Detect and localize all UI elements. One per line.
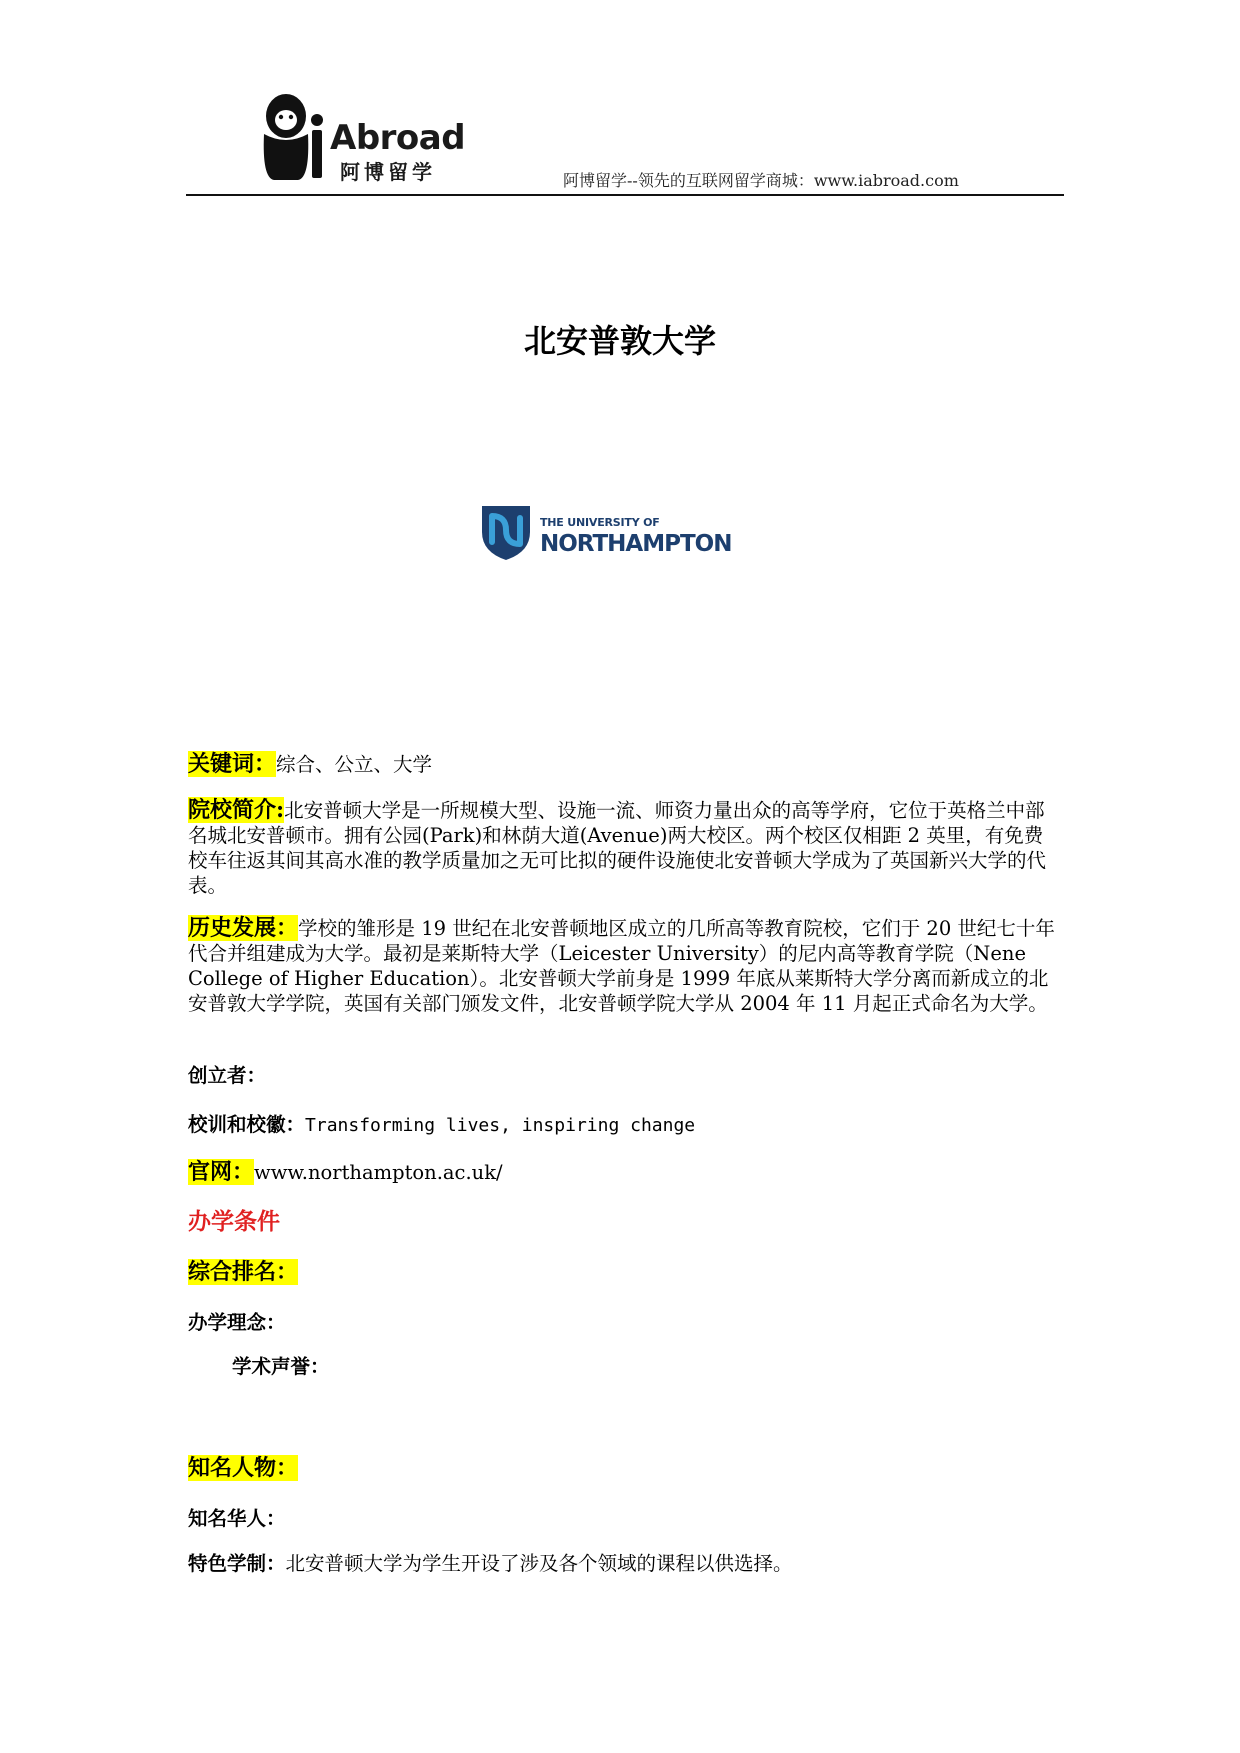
reputation-row	[232, 1354, 1104, 1379]
intro-value: 北安普顿大学是一所规模大型、设施一流、师资力量出众的高等学府，它位于英格兰中部名城北安普顿市。拥有公园(Park)和林荫大道(Avenue)两大校区。两个校区仅相距 2 英里，有免费校车往返其间其高水准的教学质量加之无可比拟的硬件设施使北安普顿大学成为了英国新兴大学的代表。	[188, 799, 1047, 897]
famous-chinese-row	[188, 1506, 1060, 1531]
shield-icon	[478, 500, 534, 562]
founder-label: 创立者：	[188, 1064, 267, 1087]
iabroad-logo	[252, 90, 482, 190]
university-logo-line1: THE UNIVERSITY OF	[540, 516, 660, 529]
features-label: 特色学制：	[188, 1552, 286, 1575]
brand-subtitle: 阿博留学	[340, 160, 436, 184]
header-tagline: 阿博留学--领先的互联网留学商城：www.iabroad.com	[563, 171, 959, 190]
philosophy-label: 办学理念：	[188, 1311, 286, 1334]
ranking-label: 综合排名：	[188, 1259, 299, 1285]
history-value: 学校的雏形是 19 世纪在北安普顿地区成立的几所高等教育院校，它们于 20 世纪七十年代合并组建成为大学。最初是莱斯特大学（Leicester University）的尼内高等教育学院（Nene College of Higher Education）。北安普顿大学前身是 1999 年底从莱斯特大学分离而新成立的北安普敦大学学院，英国有关部门颁发文件，北安普顿学院大学从 2004 年 11 月起正式命名为大学。	[188, 917, 1055, 1015]
website-row	[188, 1160, 1060, 1185]
university-logo-line2: NORTHAMPTON	[540, 531, 732, 557]
founder-row	[188, 1063, 1060, 1088]
motto-label: 校训和校徽：	[188, 1113, 306, 1136]
history-paragraph	[188, 916, 1060, 1016]
features-row	[188, 1551, 1060, 1576]
reputation-label: 学术声誉：	[232, 1355, 330, 1378]
features-value: 北安普顿大学为学生开设了涉及各个领域的课程以供选择。	[285, 1552, 793, 1575]
keywords-value: 综合、公立、大学	[276, 753, 433, 776]
philosophy-row	[188, 1310, 1060, 1335]
keywords-label: 关键词：	[188, 751, 277, 777]
ranking-row	[188, 1260, 1060, 1285]
conditions-heading: 办学条件	[188, 1208, 280, 1235]
conditions-heading-row	[188, 1209, 1060, 1235]
intro-label: 院校简介:	[188, 797, 285, 823]
website-link[interactable]: www.northampton.ac.uk/	[254, 1161, 503, 1184]
page-title: 北安普敦大学	[523, 322, 716, 360]
motto-value: Transforming lives, inspiring change	[305, 1115, 696, 1136]
famous-label: 知名人物：	[188, 1455, 299, 1481]
intro-paragraph	[188, 798, 1060, 898]
gorilla-icon	[252, 90, 332, 182]
university-logo	[478, 500, 748, 564]
famous-row	[188, 1456, 1060, 1481]
website-label: 官网：	[188, 1159, 255, 1185]
brand-name: Abroad	[330, 118, 466, 158]
motto-row	[188, 1112, 1060, 1138]
keywords-row	[188, 752, 1060, 777]
header-divider	[186, 194, 1064, 196]
famous-chinese-label: 知名华人：	[188, 1507, 286, 1530]
history-label: 历史发展：	[188, 915, 299, 941]
